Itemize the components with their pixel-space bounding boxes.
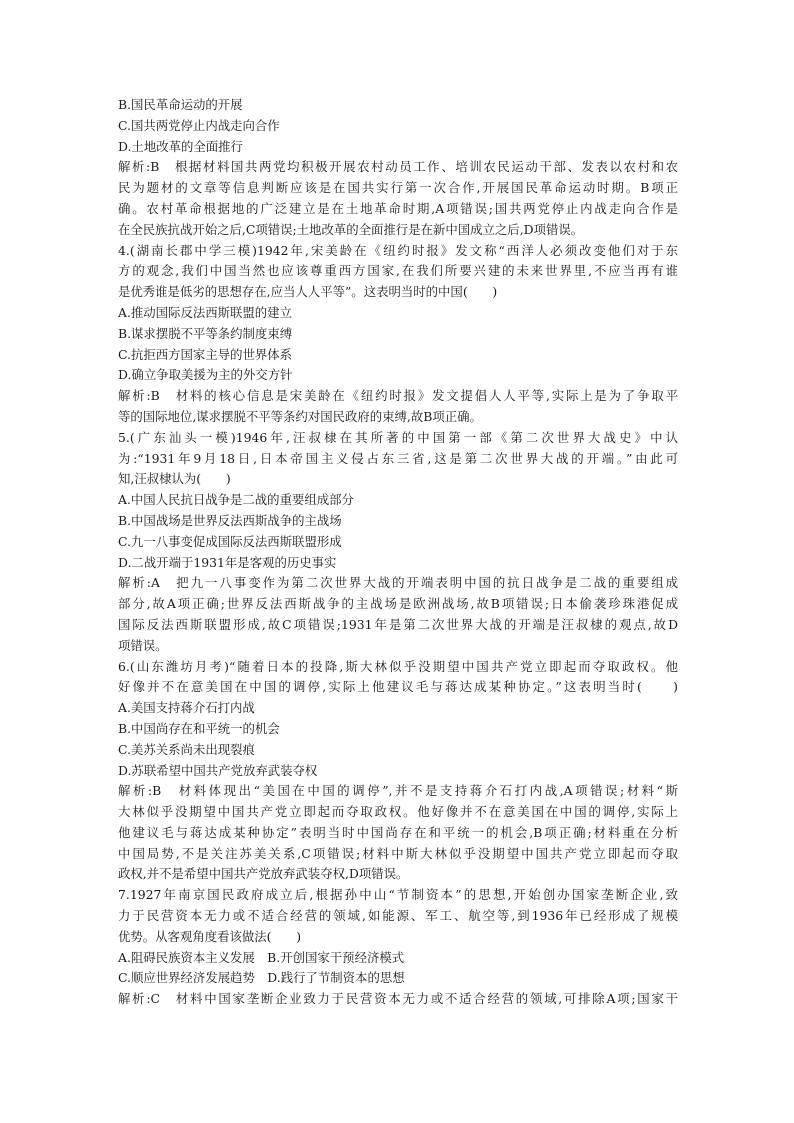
text-line: 在全民族抗战开始之后,C项错误;土地改革的全面推行是在新中国成立之后,D项错误。 xyxy=(118,221,584,237)
text-line: 为:“1931年9月18日,日本帝国主义侵占东三省,这是第二次世界大战的开端。”由此可 xyxy=(118,450,678,466)
text-line: 解析:B 根据材料国共两党均积极开展农村动员工作、培训农民运动干部、发表以农村和农 xyxy=(118,159,678,175)
text-line: 解析:A 把九一八事变作为第二次世界大战的开端表明中国的抗日战争是二战的重要组成 xyxy=(118,575,678,591)
text-line: B.中国战场是世界反法西斯战争的主战场 xyxy=(118,512,342,528)
text-line: 民为题材的文章等信息判断应该是在国共实行第一次合作,开展国民革命运动时期。B项正 xyxy=(118,180,678,196)
text-line: C.抗拒西方国家主导的世界体系 xyxy=(118,346,293,362)
text-line: C.国共两党停止内战走向合作 xyxy=(118,117,280,133)
text-line: 确。农村革命根据地的广泛建立是在土地革命时期,A项错误;国共两党停止内战走向合作是 xyxy=(118,200,678,216)
text-line: 好像并不在意美国在中国的调停,实际上他建议毛与蒋达成某种协定。”这表明当时( ) xyxy=(118,679,678,695)
text-line: A.美国支持蒋介石打内战 xyxy=(118,700,255,716)
text-line: A.阻碍民族资本主义发展 B.开创国家干预经济模式 xyxy=(118,949,405,965)
text-line: 是优秀谁是低劣的思想存在,应当人人平等”。这表明当时的中国( ) xyxy=(118,284,498,300)
text-line: 5.(广东汕头一模)1946年,汪叔棣在其所著的中国第一部《第二次世界大战史》中认 xyxy=(118,429,678,445)
text-line: D.土地改革的全面推行 xyxy=(118,138,243,154)
text-line: 知,汪叔棣认为( ) xyxy=(118,471,231,487)
text-line: 优势。从客观角度看该做法( ) xyxy=(118,928,302,944)
text-line: 解析:B 材料的核心信息是宋美龄在《纽约时报》发文提倡人人平等,实际上是为了争取平 xyxy=(118,388,678,404)
text-line: 7.1927年南京国民政府成立后,根据孙中山“节制资本”的思想,开始创办国家垄断企业,致 xyxy=(118,887,678,903)
text-line: D.确立争取美援为主的外交方针 xyxy=(118,367,293,383)
text-line: B.谋求摆脱不平等条约制度束缚 xyxy=(118,325,293,341)
document-page xyxy=(118,95,678,1010)
text-line: C.顺应世界经济发展趋势 D.践行了节制资本的思想 xyxy=(118,970,405,986)
text-line: 方的观念,我们中国当然也应该尊重西方国家,在我们所要兴建的未来世界里,不应当再有谁 xyxy=(118,263,678,279)
text-line: B.国民革命运动的开展 xyxy=(118,97,243,112)
text-line: 部分,故A项正确;世界反法西斯战争的主战场是欧洲战场,故B项错误;日本偷袭珍珠港促成 xyxy=(118,596,678,612)
text-line: 项错误。 xyxy=(118,637,168,653)
text-line: A.推动国际反法西斯联盟的建立 xyxy=(118,304,292,320)
text-line: 政权,并不是希望中国共产党放弃武装夺权,D项错误。 xyxy=(118,866,409,882)
text-line: 等的国际地位,谋求摆脱不平等条约对国民政府的束缚,故B项正确。 xyxy=(118,408,482,424)
text-line: C.美苏关系尚未出现裂痕 xyxy=(118,741,255,757)
text-line: C.九一八事变促成国际反法西斯联盟形成 xyxy=(118,533,342,549)
text-line: 解析:C 材料中国家垄断企业致力于民营资本无力或不适合经营的领域,可排除A项;国家干 xyxy=(118,991,678,1007)
text-line: 4.(湖南长郡中学三模)1942年,宋美龄在《纽约时报》发文称“西洋人必须改变他们对于东 xyxy=(118,242,678,258)
text-line: B.中国尚存在和平统一的机会 xyxy=(118,720,280,736)
text-line: 大林似乎没期望中国共产党立即起而夺取政权。他好像并不在意美国在中国的调停,实际上 xyxy=(118,804,678,820)
text-line: 国际反法西斯联盟形成,故C项错误;1931年是第二次世界大战的开端是汪叔棣的观点,故D xyxy=(118,616,678,632)
text-line: D.二战开端于1931年是客观的历史事实 xyxy=(118,554,337,570)
text-line: A.中国人民抗日战争是二战的重要组成部分 xyxy=(118,492,354,508)
text-line: D.苏联希望中国共产党放弃武装夺权 xyxy=(118,762,318,778)
text-line: 6.(山东潍坊月考)“随着日本的投降,斯大林似乎没期望中国共产党立即起而夺取政权。他 xyxy=(118,658,678,674)
text-line: 中国局势,不是关注苏美关系,C项错误;材料中斯大林似乎没期望中国共产党立即起而夺取 xyxy=(118,845,678,861)
text-line: 解析:B 材料体现出“美国在中国的调停”,并不是支持蒋介石打内战,A项错误;材料“斯 xyxy=(118,783,678,799)
text-line: 他建议毛与蒋达成某种协定”表明当时中国尚存在和平统一的机会,B项正确;材料重在分析 xyxy=(118,824,678,840)
text-line: 力于民营资本无力或不适合经营的领域,如能源、军工、航空等,到1936年已经形成了规模 xyxy=(118,908,678,924)
